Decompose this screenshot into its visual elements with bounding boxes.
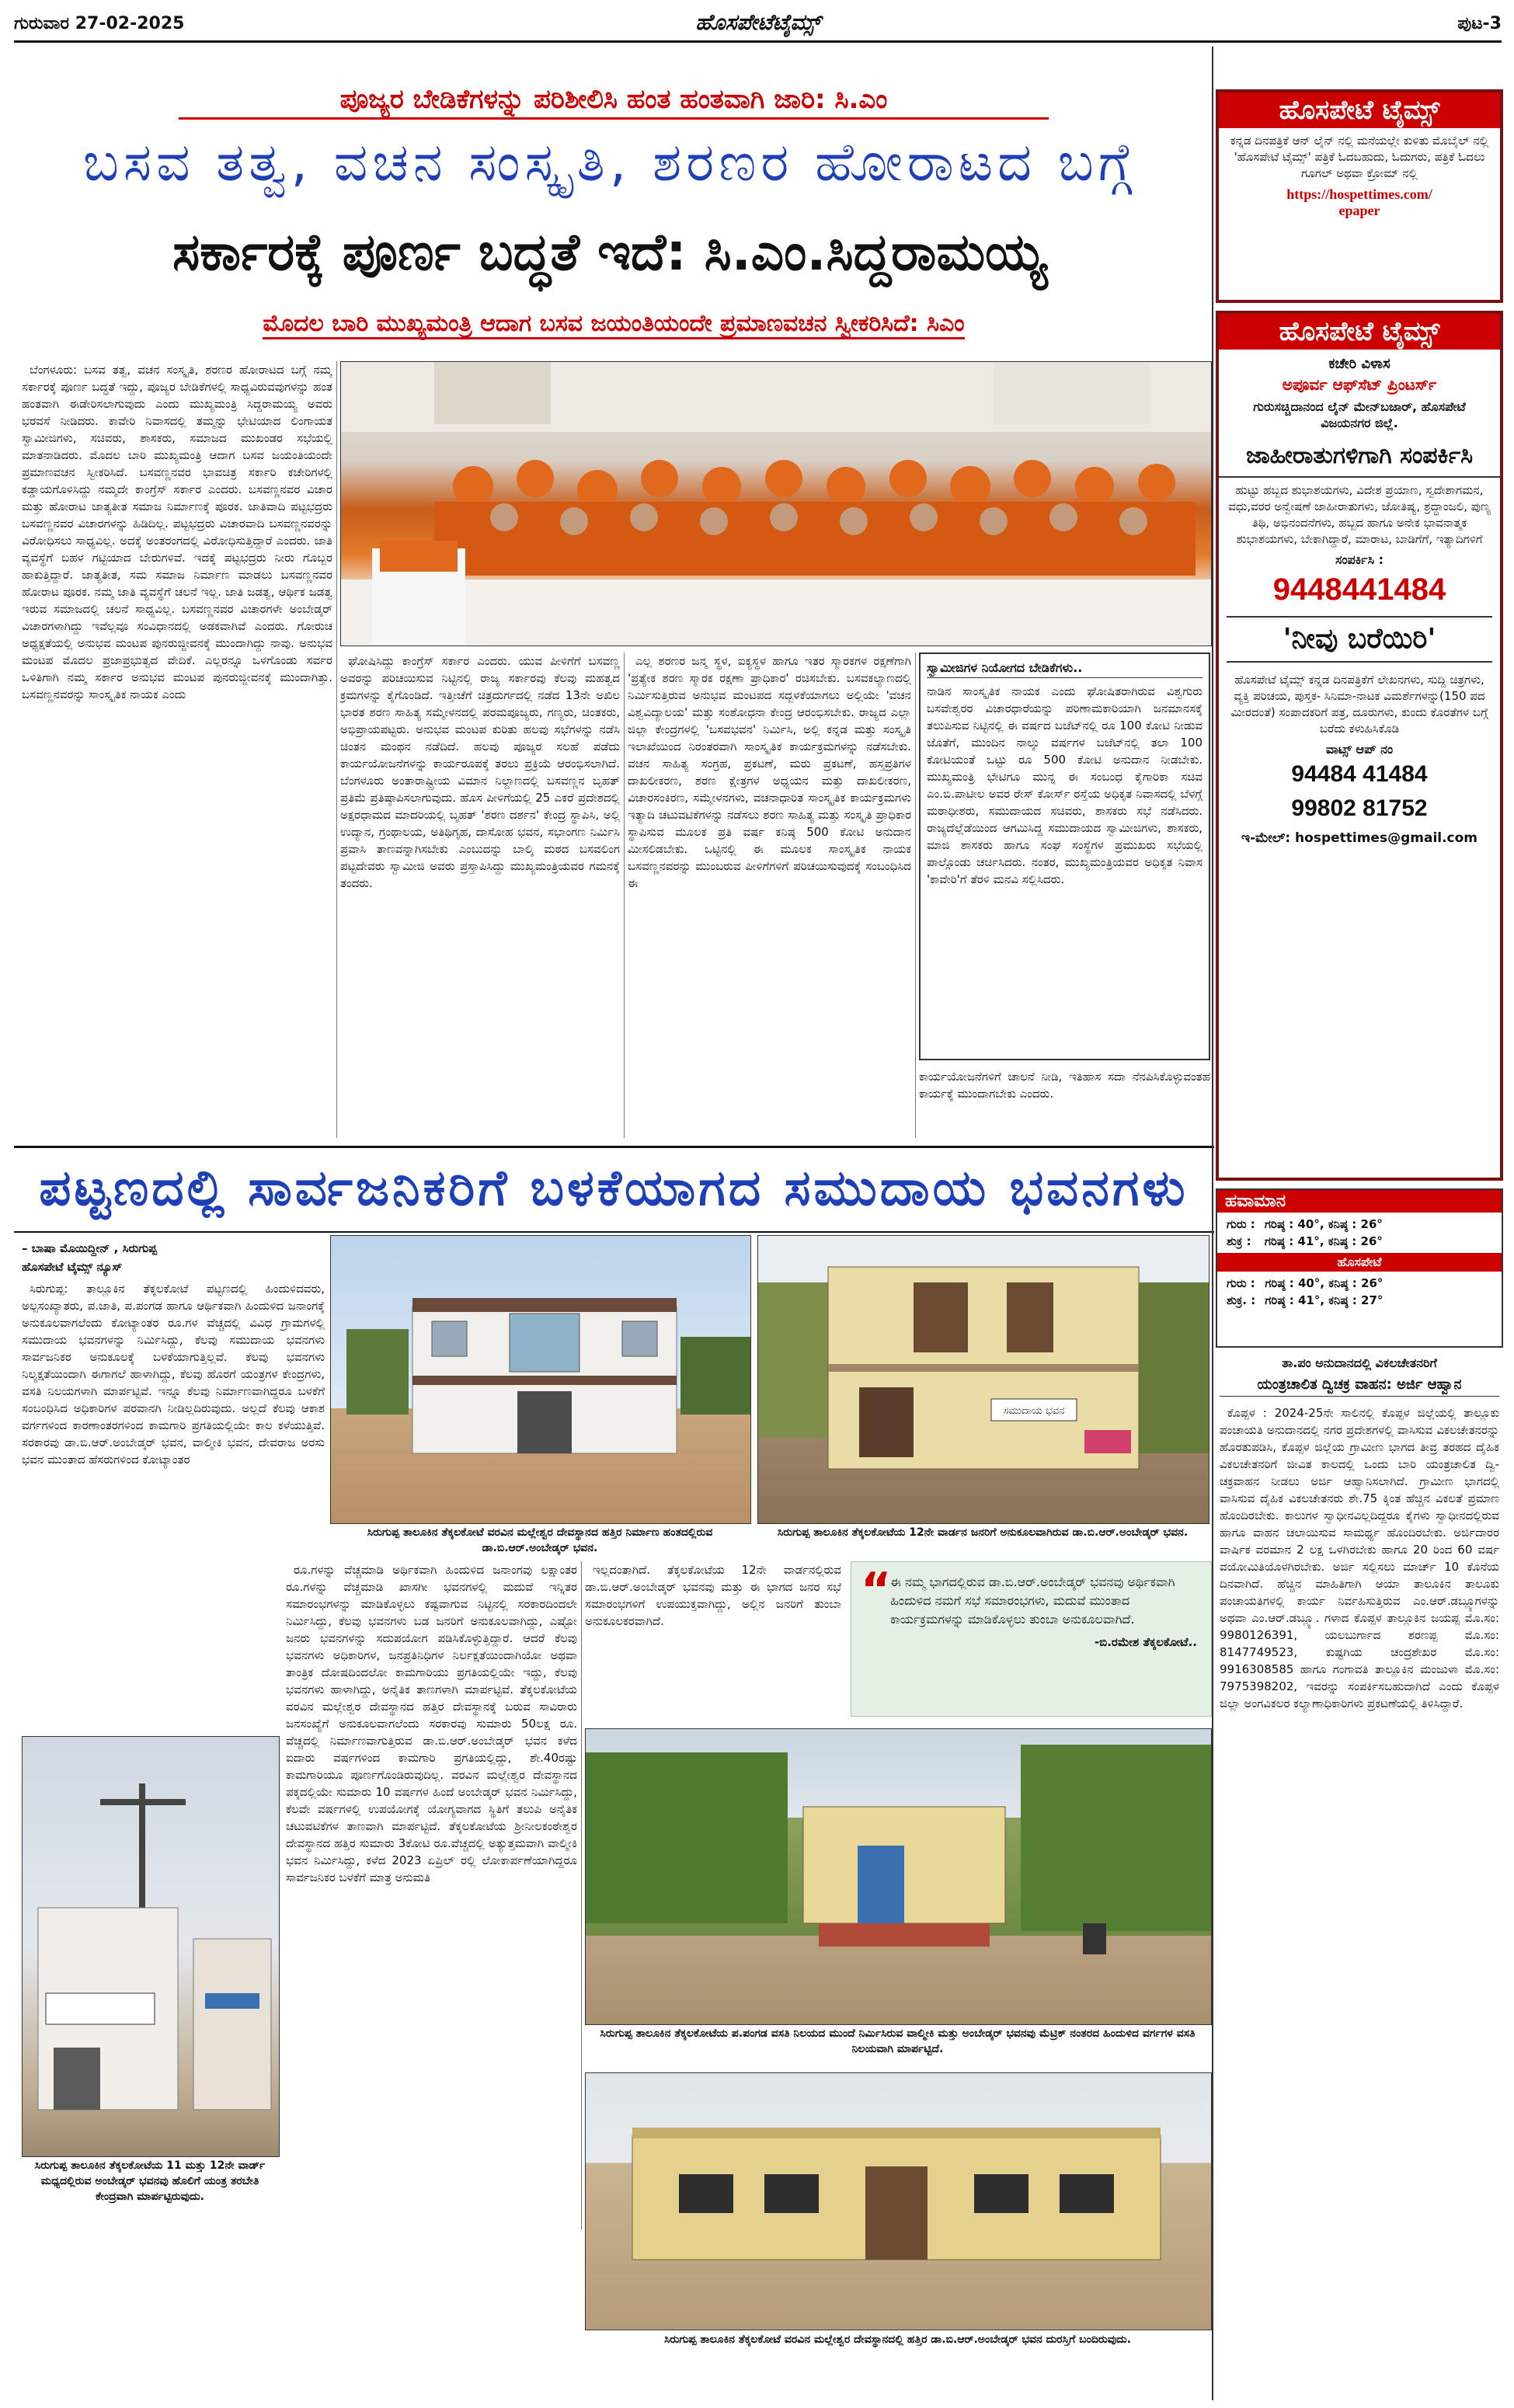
transformer-building-illustration <box>23 1737 279 2156</box>
weather-temps: ಗರಿಷ್ಠ : 40°, ಕನಿಷ್ಠ : 26° <box>1264 1217 1383 1231</box>
lead-headline-line1: ಬಸವ ತತ್ವ, ವಚನ ಸಂಸ್ಕೃತಿ, ಶರಣರ ಹೋರಾಟದ ಬಗ್ಗೆ <box>82 132 1137 193</box>
story2-column-2 <box>286 1561 577 2229</box>
sidebar-ad-epaper-link2[interactable]: epaper <box>1338 203 1380 218</box>
story2-photo-dilapidated-bhavan <box>585 2072 1212 2330</box>
story2-column-3 <box>585 1561 841 1717</box>
story2-quote-text: ಈ ನಮ್ಮ ಭಾಗದಲ್ಲಿರುವ ಡಾ.ಬಿ.ಆರ್.ಅಂಬೇಡ್ಕರ್ ಭವನವು ಅರ್ಥಿಕವಾಗಿ ಹಿಂದುಳಿದ ನಮಗೆ ಸಭೆ ಸಮಾರಂಭಗಳು, ಮದುವೆ ಮುಂತಾದ ಕಾರ್ಯಕ್ರಮಗಳನ್ನು ಮಾಡಿಕೊಳ್ಳಲು ತುಂಬಾ ಅನುಕೂಲವಾಗಿದೆ. <box>890 1575 1175 1627</box>
sidebar-ad-epaper-link[interactable]: https://hospettimes.com/ <box>1286 186 1432 202</box>
masthead-page-number: ಪುಟ-3 <box>1457 14 1502 33</box>
story2-column-1 <box>22 1280 325 1729</box>
lead-column-2-text: ಘೋಷಿಸಿದ್ದು ಕಾಂಗ್ರೆಸ್ ಸರ್ಕಾರ ಎಂದರು. ಯುವ ಪೀಳಿಗೆಗೆ ಬಸವಣ್ಣ ಅವರನ್ನು ಪರಿಚಯಿಸುವ ನಿಟ್ಟಿನಲ್ಲಿ ರಾಜ್ಯ ಸರ್ಕಾರವು ಕೆಲವು ಮಹತ್ವದ ಕ್ರಮಗಳನ್ನು ಕೈಗೊಂಡಿದೆ. ಇತ್ತೀಚೆಗೆ ಚಿತ್ರದುರ್ಗದಲ್ಲಿ ನಡೆದ 13ನೇ ಅಖಿಲ ಭಾರತ ಶರಣ ಸಾಹಿತ್ಯ ಸಮ್ಮೇಳನದಲ್ಲಿ ಪರಮಪೂಜ್ಯರು, ಗಣ್ಯರು, ಚಿಂತಕರು, ಅಭಿಪ್ರಾಯಪಟ್ಟರು. ಅನುಭವ ಮಂಟಪ ಕುರಿತು ಹಲವು ಸಭೆಗಳನ್ನು ನಡೆಸಿ ಚಿಂತನ ಮಂಥನ ನಡೆದಿದೆ. ಹಲವು ಪೂಜ್ಯರ ಸಲಹೆ ಪಡೆದು ಕಾರ್ಯಯೋಜನೆಗಳನ್ನು ಕಾರ್ಯರೂಪಕ್ಕೆ ತರಲು ಪ್ರಕ್ರಿಯೆ ಆರಂಭಿಸಲಾಗಿದೆ. ಬೆಂಗಳೂರು ಅಂತಾರಾಷ್ಟ್ರೀಯ ವಿಮಾನ ನಿಲ್ದಾಣದಲ್ಲಿ ಬಸವಣ್ಣನ ಬೃಹತ್ ಪ್ರತಿಮೆ ಪ್ರತಿಷ್ಠಾಪಿಸಲಾಗುವುದು. ಹೊಸ ಪೀಳಿಗೆಯಲ್ಲಿ 25 ಎಕರೆ ಪ್ರದೇಶದಲ್ಲಿ ಅಕ್ಷರಧಾಮದ ಮಾದರಿಯಲ್ಲಿ ಬೃಹತ್ 'ಶರಣ ದರ್ಶನ' ಕೇಂದ್ರ ಸ್ಥಾಪಿಸಿ, ಅಲ್ಲಿ ಉದ್ಯಾನ, ಗ್ರಂಥಾಲಯ, ಅತಿಥಿಗೃಹ, ದಾಸೋಹ ಭವನ, ಸಭಾಂಗಣ ನಿರ್ಮಿಸಿ ಪ್ರವಾಸಿ ತಾಣವನ್ನಾಗಿಸಬೇಕು ಎಂಬುದನ್ನು ಬಾಲ್ಕಿ ಮಠದ ಬಸವಲಿಂಗ ಪಟ್ಟದೇವರು ಸ್ವಾಮೀಜಿ ಅವರು ಪ್ರಸ್ತಾಪಿಸಿದ್ದು ಮುಖ್ಯಮಂತ್ರಿಯವರ ಗಮನಕ್ಕೆ ತಂದರು. <box>340 654 620 890</box>
weather-day: ಶುಕ್ರ. : <box>1227 1293 1256 1307</box>
quote-mark-icon: “ <box>861 1563 892 1617</box>
compound-illustration <box>586 1729 1211 2024</box>
lead-kicker-text: ಪೂಜ್ಯರ ಬೇಡಿಕೆಗಳನ್ನು ಪರಿಶೀಲಿಸಿ ಹಂತ ಹಂತವಾಗಿ ಜಾರಿ: ಸಿ.ಎಂ <box>339 84 888 115</box>
weather-day: ಗುರು : <box>1227 1276 1255 1290</box>
sidebar-ad-big-title: ಜಾಹೀರಾತುಗಳಿಗಾಗಿ ಸಂಪರ್ಕಿಸಿ <box>1219 436 1500 478</box>
sidebar-ad-whatsapp-2[interactable]: 99802 81752 <box>1291 795 1428 821</box>
lead-column-1 <box>22 361 332 1138</box>
lead-demands-box <box>919 652 1210 1060</box>
sidebar-divider <box>1212 47 1213 2400</box>
sidebar-ad-office-title: ಹೊಸಪೇಟೆ ಟೈಮ್ಸ್ <box>1219 314 1500 350</box>
lead-column-1-text: ಬೆಂಗಳೂರು: ಬಸವ ತತ್ವ, ವಚನ ಸಂಸ್ಕೃತಿ, ಶರಣರ ಹೋರಾಟದ ಬಗ್ಗೆ ನಮ್ಮ ಸರ್ಕಾರಕ್ಕೆ ಪೂರ್ಣ ಬದ್ಧತೆ ಇದ್ದು, ಪೂಜ್ಯರ ಬೇಡಿಕೆಗಳಲ್ಲಿ ಸಾಧ್ಯವಿರುವವುಗಳನ್ನು ಹಂತ ಹಂತವಾಗಿ ಈಡೇರಿಸಲಾಗುವುದು ಎಂದು ಮುಖ್ಯಮಂತ್ರಿ ಸಿದ್ದರಾಮಯ್ಯ ಅವರು ಭರವಸೆ ನೀಡಿದರು. ಕಾವೇರಿ ನಿವಾಸದಲ್ಲಿ ತಮ್ಮನ್ನು ಭೇಟಿಯಾದ ಲಿಂಗಾಯತ ಸ್ವಾಮೀಜಿಗಳು, ಸಚಿವರು, ಶಾಸಕರು, ಸಮಾಜದ ಮುಖಂಡರ ಸಭೆಯಲ್ಲಿ ಮಾತನಾಡಿದರು. ಮೊದಲ ಬಾರಿ ಮುಖ್ಯಮಂತ್ರಿ ಆದಾಗ ಬಸವ ಜಯಂತಿಯಂದೇ ಪ್ರಮಾಣವಚನ ಸ್ವೀಕರಿಸಿದೆ. ಬಸವಣ್ಣನವರ ಭಾವಚಿತ್ರ ಸರ್ಕಾರಿ ಕಚೇರಿಗಳಲ್ಲಿ ಕಡ್ಡಾಯಗೊಳಿಸಿದ್ದು ನಮ್ಮದೇ ಕಾಂಗ್ರೆಸ್ ಸರ್ಕಾರ ಎಂದರು. ಬಸವಣ್ಣನವರ ವಿಚಾರ ಮತ್ತು ಹೋರಾಟ ಜಾತ್ಯತೀತ ಸಮಾಜ ನಿರ್ಮಾಣಕ್ಕೆ ಪೂರಕ. ಜಾತಿವಾದಿ ಪಟ್ಟಭದ್ರರು ಬಸವಣ್ಣನವರ ವಿಚಾರಗಳನ್ನು ಹಿಡಿದಿಲ್ಲ. ಪಟ್ಟಭದ್ರರು ವಿಚಾರವಾದಿ ಬಸವಣ್ಣನವರನ್ನು ವಿರೋಧಿಸಲು ಸಾಧ್ಯವಿಲ್ಲ. ಅದಕ್ಕೆ ಅಂತರಂಗದಲ್ಲಿ ವಿರೋಧಿಸುತ್ತಿದ್ದಾರೆ ಎಂದರು. ಜಾತಿ ವ್ಯವಸ್ಥೆಗೆ ಬಹಳ ಗಟ್ಟಿಯಾದ ಬೇರುಗಳಿವೆ. ಇದಕ್ಕೆ ಪಟ್ಟಭದ್ರರು ನೀರು ಗೊಬ್ಬರ ಹಾಕುತ್ತಿದ್ದಾರೆ. ಜಾತ್ಯತೀತ, ಸಮ ಸಮಾಜ ನಿರ್ಮಾಣ ಮಾಡಲು ಬಸವಣ್ಣನವರ ಹೋರಾಟ ಪೂರಕ. ನಮ್ಮ ಜಾತಿ ವ್ಯವಸ್ಥೆಗೆ ಚಲನೆ ಇಲ್ಲ. ಜಾತಿ ಜಡತ್ವ, ಆರ್ಥಿಕ ಜಡತ್ವ ಇರುವ ಸಮಾಜದಲ್ಲಿ ಚಲನೆ ಸಾಧ್ಯವಿಲ್ಲ. ಬಸವಣ್ಣನವರ ವಿಚಾರಗಳೇ ಅಂಬೇಡ್ಕರ್ ವಿಚಾರಗಳಾಗಿದ್ದು ಇವೆಲ್ಲವೂ ಸಂವಿಧಾನದಲ್ಲಿ ಅಡಕವಾಗಿವೆ ಎಂದರು. ಗೋರುಚ ಅಧ್ಯಕ್ಷತೆಯಲ್ಲಿ ಅನುಭವ ಮಂಟಪ ಪುನರುಜ್ಜೀವನಕ್ಕೆ ಮುಂದಾಗಿದ್ದು ನಾವು. ಅನುಭವ ಮಂಟಪ ಮೊದಲ ಪ್ರಜಾಪ್ರಭುತ್ವದ ವೇದಿಕೆ. ಎಲ್ಲರನ್ನೂ ಒಳಗೊಂಡು ಸರ್ವರ ಒಳಿತಿಗಾಗಿ ನಮ್ಮ ಸರ್ಕಾರ ಅನುಭವ ಮಂಟಪ ಪುನರುಜ್ಜೀವನಕ್ಕೆ ಮುಂದಾಗಿತ್ತು. ಬಸವಣ್ಣನವರನ್ನು ಸಾಂಸ್ಕೃತಿಕ ನಾಯಕ ಎಂದು <box>22 363 332 701</box>
old-building-illustration <box>586 2073 1211 2330</box>
story2-byline: – ಬಾಷಾ ಮೊಯಿದ್ದೀನ್ , ಸಿರುಗುಪ್ಪ <box>22 1241 157 1255</box>
story2-column-3-text: ಇಲ್ಲದಂತಾಗಿದೆ. ತೆಕ್ಕಲಕೋಟೆಯ 12ನೇ ವಾರ್ಡನಲ್ಲಿರುವ ಡಾ.ಬಿ.ಆರ್.ಅಂಬೇಡ್ಕರ್ ಭವನವು ಮತ್ತು ಈ ಭಾಗದ ಜನರ ಸಭೆ ಸಮಾರಂಭಗಳಿಗೆ ಉಪಯುಕ್ತವಾಗಿದ್ದು, ಅಲ್ಲಿನ ಜನರಿಗೆ ತುಂಬಾ ಅನುಕೂಲಕರವಾಗಿದೆ. <box>585 1563 841 1628</box>
story2-headline: ಪಟ್ಟಣದಲ್ಲಿ ಸಾರ್ವಜನಿಕರಿಗೆ ಬಳಕೆಯಾಗದ ಸಮುದಾಯ ಭವನಗಳು <box>39 1160 1189 1217</box>
lead-column-4-tail: ಕಾರ್ಯಯೋಜನೆಗಳಿಗೆ ಚಾಲನೆ ನೀಡಿ, ಇತಿಹಾಸ ಸದಾ ನೆನಪಿಸಿಕೊಳ್ಳುವಂತಹ ಕಾರ್ಯಕ್ಕೆ ಮುಂದಾಗಬೇಕು ಎಂದರು. <box>919 1070 1210 1101</box>
sidebar-brief-kicker: ತಾ.ಪಂ ಅನುದಾನದಲ್ಲಿ ವಿಕಲಚೇತನರಿಗೆ <box>1282 1355 1437 1370</box>
lead-headline-line2: ಸರ್ಕಾರಕ್ಕೆ ಪೂರ್ಣ ಬದ್ಧತೆ ಇದೆ: ಸಿ.ಎಂ.ಸಿದ್ದರಾಮಯ್ಯ <box>172 222 1047 282</box>
lead-kicker <box>179 81 1049 120</box>
sidebar-ad-slogan-text: ಹೊಸಪೇಟೆ ಟೈಮ್ಸ್ ಕನ್ನಡ ದಿನಪತ್ರಿಕೆಗೆ ಲೇಖನಗಳು, ಸುದ್ದಿ ಚಿತ್ರಗಳು, ವ್ಯಕ್ತಿ ಪರಿಚಯ, ಪುಸ್ತಕ- ಸಿನಿಮಾ-ನಾಟಕ ವಿಮರ್ಶೆಗಳನ್ನು(150 ಪದ ಮೀರದಂತೆ) ಸಂಪಾದಕರಿಗೆ ಪತ್ರ, ದೂರುಗಳು, ಕುಂದು ಕೊರತೆಗಳ ಬಗ್ಗೆ ಬರೆದು ಕಳುಹಿಸಿಕೊಡಿ <box>1230 673 1488 736</box>
story2-column-2-text: ರೂ.ಗಳನ್ನು ವೆಚ್ಚಮಾಡಿ ಅರ್ಥಿಕವಾಗಿ ಹಿಂದುಳಿದ ಜನಾಂಗವು ಲಕ್ಷಾಂತರ ರೂ.ಗಳನ್ನು ವೆಚ್ಚಮಾಡಿ ಖಾಸಗೀ ಭವನಗಳಲ್ಲಿ ಮದುವೆ ಇನ್ನಿತರ ಸಮಾರಂಭಗಳನ್ನು ಮಾಡಿಕೊಳ್ಳಲು ಕಷ್ಟವಾಗುವ ನಿಟ್ಟಿನಲ್ಲಿ ಸರಕಾರದಿಂದಲೇ ನಿರ್ಮಿಸಿದ್ದು, ಕೆಲವು ಭವನಗಳು ಬಡ ಜನರಿಗೆ ಅನುಕೂಲವಾಗಿದ್ದು, ಎಷ್ಟೋ ಜನರು ಭವನಗಳನ್ನು ಸದುಪಯೋಗ ಪಡಿಸಿಕೊಳ್ಳುತ್ತಿದ್ದಾರೆ. ಆದರೆ ಕೆಲವು ಭವನಗಳು ಅಧಿಕಾರಿಗಳ, ಜನಪ್ರತಿನಿಧಿಗಳ ನಿರ್ಲಕ್ಷತೆಯಿಂದಾಗಿಯೋ ಅಥವಾ ತಾಂತ್ರಿಕ ದೋಷದಿಂದಲೋ ಕಾಮಗಾರಿಯು ಪ್ರಗತಿಯಲ್ಲಿಯೇ ಇದ್ದು, ಕೆಲವು ಭವನಗಳು ಹಾಳಾಗಿದ್ದು, ಅನೈತಿಕ ತಾಣಗಳಾಗಿ ಮಾರ್ಪಟ್ಟಿವೆ. ತೆಕ್ಕಲಕೋಟೆಯ ವರವಿನ ಮಲ್ಲೇಶ್ವರ ದೇವಸ್ಥಾನದ ಹತ್ತಿರ ದೇವಸ್ಥಾನಕ್ಕೆ ಬರುವ ಸಾವಿರಾರು ಜನಸಂಖ್ಯೆಗೆ ಅನುಕೂಲವಾಗಲೆಂದು ಸರಕಾರವು ಸುಮಾರು 50ಲಕ್ಷ ರೂ. ವೆಚ್ಚದಲ್ಲಿ ನಿರ್ಮಾಣವಾಗುತ್ತಿರುವ ಡಾ.ಬಿ.ಆರ್.ಅಂಬೇಡ್ಕರ್ ಭವನ ಕಳೆದ ಐದಾರು ವರ್ಷಗಳಿಂದ ಕಾಮಗಾರಿ ಪ್ರಗತಿಯಲ್ಲಿದ್ದು, ಶೇ.40ರಷ್ಟು ಕಾಮಗಾರಿಯೂ ಪೂರ್ಣಗೊಂಡಿರುವುದಿಲ್ಲ. ವರವಿನ ಮಲ್ಲೇಶ್ವರ ದೇವಸ್ಥಾನದ ಪಕ್ಕದಲ್ಲಿಯೇ ಸುಮಾರು 10 ವರ್ಷಗಳ ಹಿಂದೆ ಅಂಬೇಡ್ಕರ್ ಭವನ ನಿರ್ಮಿಸಿದ್ದು, ಕೆಲವೇ ವರ್ಷಗಳಲ್ಲಿ ಉಪಯೋಗಕ್ಕೆ ಯೋಗ್ಯವಾಗದ ಸ್ಥಿತಿಗೆ ತಲುಪಿ ಅನೈತಿಕ ಚಟುವಟಿಕೆಗಳ ತಾಣವಾಗಿ ಮಾರ್ಪಟ್ಟಿದೆ. ತೆಕ್ಕಲಕೋಟೆಯ ಶ್ರೀನೀಲಕಂಠೇಶ್ವರ ದೇವಸ್ಥಾನದ ಹತ್ತಿರ ಸುಮಾರು 3ಕೋಟಿ ರೂ.ವೆಚ್ಚದಲ್ಲಿ ಅತ್ಯುತ್ತಮವಾಗಿ ವಾಲ್ಮೀಕಿ ಭವನ ನಿರ್ಮಿಸಿದ್ದು, ಕಳೆದ 2023 ಏಪ್ರಿಲ್ ರಲ್ಲಿ ಲೋಕಾರ್ಪಣೆಯಾಗಿದ್ದರೂ ಸಾರ್ವಜನಿಕರ ಬಳಕೆಗೆ ಮಾತ್ರ ಅನುಮತಿ <box>286 1563 577 1884</box>
lead-photo-illustration <box>341 362 1211 645</box>
weather-row <box>1222 1216 1387 1233</box>
story2-caption-3: ಸಿರುಗುಪ್ಪ ತಾಲೂಕಿನ ತೆಕ್ಕಲಕೋಟೆಯ 11 ಮತ್ತು 12ನೇ ವಾರ್ಡ್ ಮಧ್ಯದಲ್ಲಿರುವ ಅಂಬೇಡ್ಕರ್ ಭವನವು ಹೊಲಿಗೆ ಯಂತ್ರ ತರಬೇತಿ ಕೇಂದ್ರವಾಗಿ ಮಾರ್ಪಟ್ಟಿರುವುದು. <box>34 2159 266 2203</box>
lead-column-4-text: ನಾಡಿನ ಸಾಂಸ್ಕೃತಿಕ ನಾಯಕ ಎಂದು ಘೋಷಿತರಾಗಿರುವ ವಿಶ್ವಗುರು ಬಸವೇಶ್ವರರ ವಿಚಾರಧಾರೆಯನ್ನು ಪರಿಣಾಮಕಾರಿಯಾಗಿ ಜನಮಾನಸಕ್ಕೆ ತಲುಪಿಸುವ ನಿಟ್ಟಿನಲ್ಲಿ ಈ ವರ್ಷದ ಬಜೆಟ್‌ನಲ್ಲಿ ರೂ 100 ಕೋಟಿ ನೀಡುವ ಜೊತೆಗೆ, ಮುಂದಿನ ನಾಲ್ಕು ವರ್ಷಗಳ ಬಜೆಟ್‌ನಲ್ಲಿ ತಲಾ 100 ಕೋಟಿಯಂತೆ ಒಟ್ಟು ರೂ 500 ಕೋಟಿ ಅನುದಾನ ನೀಡಬೇಕು. ಮುಖ್ಯಮಂತ್ರಿ ಭೇಟಿಗೂ ಮುನ್ನ ಈ ಸಂಬಂಧ ಕೈಗಾರಿಕಾ ಸಚಿವ ಎಂ.ಬಿ.ಪಾಟೀಲ ಅವರ ರೇಸ್ ಕೋರ್ಸ್ ರಸ್ತೆಯ ಅಧಿಕೃತ ನಿವಾಸದಲ್ಲಿ ಬೆಳಗ್ಗೆ ಮಠಾಧೀಶರು, ಸಮುದಾಯದ ಸಚಿವರು, ಶಾಸಕರು ಸಭೆ ನಡೆಸಿದರು. ರಾಜ್ಯದೆಲ್ಲೆಡೆಯಿಂದ ಆಗಮಿಸಿದ್ದ ಸಮುದಾಯದ ಸ್ವಾಮೀಜಿಗಳು, ಶಾಸಕರು, ಮಾಜಿ ಶಾಸಕರು ಹಾಗೂ ಸಂಘ ಸಂಸ್ಥೆಗಳ ಪ್ರಮುಖರು ಸಭೆಯಲ್ಲಿ ಪಾಲ್ಗೊಂಡು ಚರ್ಚಿಸಿದರು. ನಂತರ, ಮುಖ್ಯಮಂತ್ರಿಯವರ ಅಧಿಕೃತ ನಿವಾಸ 'ಕಾವೇರಿ'ಗೆ ತೆರಳಿ ಮನವಿ ಸಲ್ಲಿಸಿದರು. <box>927 684 1202 886</box>
weather-title: ಹವಾಮಾನ <box>1217 1190 1502 1213</box>
column-divider <box>581 1561 582 2229</box>
sidebar-ad-office-heading: ಕಚೇರಿ ವಿಳಾಸ <box>1328 356 1390 372</box>
column-divider <box>624 652 625 1138</box>
sidebar-brief-headline: ಯಂತ್ರಚಾಲಿತ ದ್ವಿಚಕ್ರ ವಾಹನ: ಅರ್ಜಿ ಆಹ್ವಾನ <box>1220 1376 1499 1397</box>
building-illustration <box>758 1236 1209 1523</box>
story2-quote-box <box>851 1561 1212 1717</box>
sidebar-brief-text <box>1220 1404 1499 2399</box>
sidebar-ad-services-list: ಹುಟ್ಟು ಹಬ್ಬದ ಶುಭಾಶಯಗಳು, ವಿದೇಶ ಪ್ರಯಾಣ, ಸ್ವದೇಶಾಗಮನ, ವಧು,ವರರ ಅನ್ವೇಷಣೆ ಜಾಹೀರಾತುಗಳು, ಜೋತಿಷ್ಯ, ಶ್ರದ್ಧಾಂಜಲಿ, ಪುಣ್ಯ ತಿಥಿ, ಅಭಿನಂದನೆಗಳು, ಹಬ್ಬದ ಹಾಗೂ ಅನೇಕ ಭಾವನಾತ್ಮಕ ಶುಭಾಶಯಗಳು, ಬೇಕಾಗಿದ್ದಾರೆ, ಮಾರಾಟ, ಬಾಡಿಗೆಗೆ, ಇತ್ಯಾದಿಗಳಿಗೆ <box>1228 483 1491 546</box>
lead-demands-box-title: ಸ್ವಾಮೀಜಿಗಳ ನಿಯೋಗದ ಬೇಡಿಕೆಗಳು.. <box>927 659 1202 678</box>
column-divider <box>915 652 916 1138</box>
weather-table-1 <box>1222 1216 1387 1250</box>
lead-column-3 <box>628 652 911 1138</box>
sidebar-ad-epaper-text: ಕನ್ನಡ ದಿನಪತ್ರಿಕೆ ಆನ್ ಲೈನ್ ನಲ್ಲಿ ಮನೆಯಲ್ಲೇ ಕುಳಿತು ಮೊಬೈಲ್ ನಲ್ಲಿ 'ಹೊಸಪೇಟೆ ಟೈಮ್ಸ್' ಪತ್ರಿಕೆ ಓದಬಹುದು, ಓದುಗರು, ಪತ್ರಿಕೆ ಓದಲು ಗೂಗಲ್ ಅಥವಾ ಕ್ರೋಮ್ ನಲ್ಲಿ <box>1230 134 1489 180</box>
masthead-date: ಗುರುವಾರ 27-02-2025 <box>14 14 185 33</box>
weather-day: ಗುರು : <box>1227 1217 1255 1231</box>
masthead-paper-name: ಹೊಸಪೇಟೆಟೈಮ್ಸ್ <box>695 9 820 35</box>
lead-column-3-text: ಎಲ್ಲ ಶರಣರ ಜನ್ಮ ಸ್ಥಳ, ಐಕ್ಯಸ್ಥಳ ಹಾಗೂ ಇತರ ಸ್ಮಾರಕಗಳ ರಕ್ಷಣೆಗಾಗಿ 'ಪ್ರತ್ಯೇಕ ಶರಣ ಸ್ಮಾರಕ ರಕ್ಷಣಾ ಪ್ರಾಧಿಕಾರ' ರಚಿಸಬೇಕು. ಬಸವಕಲ್ಯಾಣದಲ್ಲಿ ನಿರ್ಮಿಸುತ್ತಿರುವ ಅನುಭವ ಮಂಟಪದ ಸದ್ಬಳಕೆಯಾಗಲು ಅಲ್ಲಿಯೇ 'ವಚನ ವಿಶ್ವವಿದ್ಯಾಲಯ' ಮತ್ತು ಸಂಶೋಧನಾ ಕೇಂದ್ರ ಆರಂಭಿಸಬೇಕು. ರಾಜ್ಯದ ಎಲ್ಲಾ ಜಿಲ್ಲಾ ಕೇಂದ್ರಗಳಲ್ಲಿ 'ಬಸವಭವನ' ನಿರ್ಮಿಸಿ, ಅಲ್ಲಿ ಕನ್ನಡ ಮತ್ತು ಸಂಸ್ಕೃತಿ ಇಲಾಖೆಯಿಂದ ನಿರಂತರವಾಗಿ ಸಾಂಸ್ಕೃತಿಕ ಕಾರ್ಯಕ್ರಮಗಳನ್ನು ನಡೆಸಬೇಕು. ವಚನ ಸಾಹಿತ್ಯ ಸಂಗ್ರಹ, ಪ್ರಕಟಣೆ, ಮರು ಪ್ರಕಟಣೆ, ಹಸ್ತಪ್ರತಿಗಳ ದಾಖಲೀಕರಣ, ಶರಣ ಕ್ಷೇತ್ರಗಳ ಅಧ್ಯಯನ ಮತ್ತು ದಾಖಲೀಕರಣ, ವಿಚಾರಸಂಕಿರಣ, ಸಮ್ಮೇಳನಗಳು, ವಚನಾಧಾರಿತ ಸಾಂಸ್ಕೃತಿಕ ಕಾರ್ಯಕ್ರಮಗಳು ಇತ್ಯಾದಿ ಚಟುವಟಿಕೆಗಳನ್ನು ನಡೆಸಲು ಶರಣ ಸಾಹಿತ್ಯ ಮತ್ತು ಸಂಸ್ಕೃತಿ ಪ್ರಾಧಿಕಾರ ಸ್ಥಾಪಿಸುವ ಮೂಲಕ ಪ್ರತಿ ವರ್ಷ ಕನಿಷ್ಠ 500 ಕೋಟಿ ಅನುದಾನ ಮೀಸಲಿಡಬೇಕು. ಒಟ್ಟಿನಲ್ಲಿ ಈ ಮೂಲಕ ಸಾಂಸ್ಕೃತಿಕ ನಾಯಕ ಬಸವಣ್ಣನವರನ್ನು ಮುಂಬರುವ ಪೀಳಿಗೆಗಳಿಗೆ ಪರಿಚಯಿಸುವುದಕ್ಕೆ ಸಂಬಂಧಿಸಿದ ಈ <box>628 654 911 890</box>
story2-column-1-text: ಸಿರುಗುಪ್ಪ: ತಾಲ್ಲೂಕಿನ ತೆಕ್ಕಲಕೋಟೆ ಪಟ್ಟಣದಲ್ಲಿ ಹಿಂದುಳಿದವರು, ಅಲ್ಪಸಂಖ್ಯಾತರು, ಪ.ಜಾತಿ, ಪ.ಪಂಗಡ ಹಾಗೂ ಆರ್ಥಿಕವಾಗಿ ಹಿಂದುಳಿದ ಜನಾಂಗಕ್ಕೆ ಅನುಕೂಲವಾಗಲೆಂದು ಕೋಟ್ಯಾಂತರ ರೂ.ಗಳ ವೆಚ್ಚದಲ್ಲಿ ವಿವಿಧ ಗ್ರಾಮಗಳಲ್ಲಿ ಸಮುದಾಯ ಭವನಗಳನ್ನು ನಿರ್ಮಿಸಿದ್ದು, ಕೆಲವು ಸಮುದಾಯ ಭವನಗಳು ಸಾರ್ವಜನಿಕರ ಅನುಕೂಲಕ್ಕೆ ಬಳಕೆಯಾಗುತ್ತಿಲ್ಲವೆ. ಕೆಲವು ಭವನಗಳು ನಿಲ್ಯಕ್ಷತೆಯಿಂದಾಗಿ ಈಗಾಗಲೆ ಹಾಳಾಗಿದ್ದು, ಕೆಲವು ಹೊರಗೆ ಯಂತ್ರಗಳ ಕೇಂದ್ರಗಳು, ವಸತಿ ನಿಲಯಗಳಾಗಿ ಮಾರ್ಪಟ್ಟಿವೆ. ಇನ್ನೂ ಕೆಲವು ನಿರ್ಮಾಣವಾಗಿದ್ದರೂ ಬಳಕೆಗೆ ಸಂಬಂಧಿಸಿದ ಅಧಿಕಾರಿಗಳ ಪರವಾನಗಿ ನೀಡಿಲ್ಲದಿರುವುದು. ಅಲ್ಲದೆ ಕೆಲವು ಆಕಾಶ ವರ್ಗಗಳಿಂದ ಕಾರಣಾಂತರಗಳಿಂದ ಕಾಮಗಾರಿ ಪ್ರಗತಿಯಲ್ಲಿಯೇ ಕಾಲ ಕಳೆಯುತ್ತಿವೆ. ಸರಕಾರವು ಡಾ.ಬಿ.ಆರ್.ಅಂಬೇಡ್ಕರ್ ಭವನ, ವಾಲ್ಮೀಕಿ ಭವನ, ದೇವರಾಜ ಅರಸು ಭವನ ಮುಂತಾದ ಹೆಸರುಗಳಿಂದ ಕೋಟ್ಯಾಂತರ <box>22 1282 325 1467</box>
story2-photo-12th-ward-bhavan <box>757 1235 1209 1524</box>
sidebar-ad-slogan: 'ನೀವು ಬರೆಯಿರಿ' <box>1227 616 1492 663</box>
sidebar-ad-whatsapp-label: ವಾಟ್ಸ್ ಆಪ್ ನಂ <box>1325 742 1394 757</box>
lead-subhead-text: ಮೊದಲ ಬಾರಿ ಮುಖ್ಯಮಂತ್ರಿ ಆದಾಗ ಬಸವ ಜಯಂತಿಯಂದೇ ಪ್ರಮಾಣವಚನ ಸ್ವೀಕರಿಸಿದೆ: ಸಿಎಂ <box>263 310 964 339</box>
story2-caption-5: ಸಿರುಗುಪ್ಪ ತಾಲೂಕಿನ ತೆಕ್ಕಲಕೋಟೆ ವರವಿನ ಮಲ್ಲೇಶ್ವರ ದೇವಸ್ಥಾನದಲ್ಲಿ ಹತ್ತಿರ ಡಾ.ಬಿ.ಆರ್.ಅಂಬೇಡ್ಕರ್ ಭವನ ದುರಸ್ತಿಗೆ ಬಂದಿರುವುದು. <box>663 2333 1131 2346</box>
weather-temps: ಗರಿಷ್ಠ : 40°, ಕನಿಷ್ಠ : 26° <box>1265 1276 1383 1290</box>
sidebar-ad-address: ಗುರುಸಚ್ಚಿದಾನಂದ ಲೈನ್ ಮೇನ್‌ಬಜಾರ್, ಹೊಸಪೇಟೆ ವಿಜಯನಗರ ಜಿಲ್ಲೆ. <box>1253 399 1466 430</box>
sidebar-ad-whatsapp-1[interactable]: 94484 41484 <box>1291 761 1428 787</box>
sidebar-ad-contact-label: ಸಂಪರ್ಕಿಸಿ : <box>1335 552 1384 567</box>
story2-headline-rule <box>14 1231 1214 1233</box>
weather-row <box>1222 1292 1387 1309</box>
masthead <box>14 8 1502 39</box>
story2-dateline: ಹೊಸಪೇಟೆ ಟೈಮ್ಸ್ ನ್ಯೂಸ್ <box>22 1260 123 1274</box>
story2-caption-4: ಸಿರುಗುಪ್ಪ ತಾಲೂಕಿನ ತೆಕ್ಕಲಕೋಟೆಯ ಪ.ಪಂಗಡ ವಸತಿ ನಿಲಯದ ಮುಂದೆ ನಿರ್ಮಿಸಿರುವ ವಾಲ್ಮೀಕಿ ಮತ್ತು ಅಂಬೇಡ್ಕರ್ ಭವನವು ಮೆಟ್ರಿಕ್ ನಂತರದ ಹಿಂದುಳಿದ ವರ್ಗಗಳ ವಸತಿ ನಿಲಯವಾಗಿ ಮಾರ್ಪಟ್ಟಿದೆ. <box>600 2027 1196 2055</box>
building-illustration <box>331 1236 750 1523</box>
lead-photo-swamijis-meeting <box>340 361 1212 646</box>
sidebar-ad-epaper-title: ಹೊಸಪೇಟೆ ಟೈಮ್ಸ್ <box>1219 92 1500 128</box>
story2-quote-attribution: -ಬಿ.ರಮೇಶ ತೆಕ್ಕಲಕೋಟೆ.. <box>1094 1635 1197 1649</box>
weather-city: ಹೊಸಪೇಟೆ <box>1217 1253 1502 1272</box>
weather-table-2 <box>1222 1275 1387 1309</box>
sidebar-brief-body: ಕೊಪ್ಪಳ : 2024-25ನೇ ಸಾಲಿನಲ್ಲಿ ಕೊಪ್ಪಳ ಜಿಲ್ಲೆಯಲ್ಲಿ ತಾಲ್ಲೂಕು ಪಂಚಾಯತಿ ಅನುದಾನದಲ್ಲಿ ನಗರ ಪ್ರದೇಶಗಳಲ್ಲಿ ವಾಸಿಸುವ ವಿಕಲಚೇತನರನ್ನು ಹೊರತುಪಡಿಸಿ, ಕೊಪ್ಪಳ ಜಿಲ್ಲೆಯ ಗ್ರಾಮೀಣ ಭಾಗದ ತೀವ್ರ ತರಹದ ದೈಹಿಕ ವಿಕಲಚೇತನರಿಗೆ ಜೀವಿತ ಕಾಲದಲ್ಲಿ ಒಂದು ಬಾರಿ ಯಂತ್ರಚಾಲಿತ ದ್ವಿ-ಚಕ್ರವಾಹನ ನೀಡಲು ಅರ್ಜಿ ಆಹ್ವಾನಿಸಲಾಗಿದೆ. ಗ್ರಾಮೀಣ ಭಾಗದಲ್ಲಿ ವಾಸಿಸುವ ದೈಹಿಕ ವಿಕಲಚೇತನರು ಶೇ.75 ಕ್ಕಿಂತ ಹೆಚ್ಚಿನ ವಿಕಲತೆ ಪ್ರಮಾಣ ಹೊಂದಿರಬೇಕು. ಕಾಲುಗಳ ಸ್ವಾಧೀನವಿಲ್ಲದಿದ್ದರೂ ಕೈಗಳು ಸ್ವಾಧೀನದಲ್ಲಿರುವ ಹಾಗೂ ವಾಹನ ಚಲಾಯಿಸುವ ಸಾಮರ್ಥ್ಯ ಹೊಂದಿರಬೇಕು. ಅರ್ಜಿದಾರರ ವಾರ್ಷಿಕ ವರಮಾನ 2 ಲಕ್ಷ ಒಳಗಿರಬೇಕು ಹಾಗೂ 20 ರಿಂದ 60 ವರ್ಷ ವಯೋಮಿತಿಯೊಳಗಿರಬೇಕು. ಅರ್ಜಿ ಸಲ್ಲಿಸಲು ಮಾರ್ಚ್ 10 ಕೊನೆಯ ದಿನವಾಗಿದೆ. ಹೆಚ್ಚಿನ ಮಾಹಿತಿಗಾಗಿ ಆಯಾ ತಾಲೂಕಿನ ತಾಲೂಕು ಪಂಚಾಯತಿಗಳಲ್ಲಿ ಕಾರ್ಯ ನಿರ್ವಹಿಸುತ್ತಿರುವ ಎಂ.ಆರ್.ಡಬ್ಲ್ಯೂಗಳನ್ನು ಅಥವಾ ಎಂ.ಆರ್.ಡಬ್ಲ್ಯೂ. ಗಳಾದ ಕೊಪ್ಪಳ ತಾಲ್ಲೂಕಿನ ಜಯಪ್ಪ ಮೊ.ಸಂ: 9980126391, ಯಲಬುರ್ಗಾದ ಶರಣಪ್ಪ ಮೊ.ಸಂ: 8147749523, ಕುಷ್ಟಗಿಯ ಚಂದ್ರಶೇಖರ ಮೊ.ಸಂ: 9916308585 ಹಾಗೂ ಗಂಗಾವತಿ ತಾಲ್ಲೂಕಿನ ಮಂಜುಳಾ ಮೊ.ಸಂ: 7975398202, ಇವರನ್ನು ಸಂಪರ್ಕಿಸಬಹುದಾಗಿದೆ ಎಂದು ಕೊಪ್ಪಳ ಜಿಲ್ಲಾ ಅಂಗವಿಕಲರ ಕಲ್ಯಾಣಾಧಿಕಾರಿಗಳು ಪ್ರಕಟಣೆಯಲ್ಲಿ ತಿಳಿಸಿದ್ದಾರೆ. <box>1220 1406 1499 1710</box>
sidebar-ad-email[interactable]: ಇ-ಮೇಲ್: hospettimes@gmail.com <box>1241 830 1478 846</box>
lead-column-2 <box>340 652 620 1138</box>
sidebar-ad-epaper <box>1216 89 1503 303</box>
story2-photo-hostel-compound <box>585 1728 1212 2025</box>
story2-caption-2: ಸಿರುಗುಪ್ಪ ತಾಲೂಕಿನ ತೆಕ್ಕಲಕೋಟೆಯ 12ನೇ ವಾರ್ಡನ ಜನರಿಗೆ ಅನುಕೂಲವಾಗಿರುವ ಡಾ.ಬಿ.ಆರ್.ಅಂಬೇಡ್ಕರ್ ಭವನ. <box>777 1526 1189 1539</box>
weather-row <box>1222 1233 1387 1250</box>
sidebar-ad-office <box>1216 311 1503 1181</box>
sidebar-weather <box>1216 1188 1503 1348</box>
weather-temps: ಗರಿಷ್ಠ : 41°, ಕನಿಷ್ಠ : 27° <box>1265 1293 1383 1307</box>
sidebar-ad-press-name: ಅಪೂರ್ವ ಆಫ್‌ಸೆಟ್ ಪ್ರಿಂಟರ್ಸ್ <box>1282 375 1437 394</box>
column-divider <box>336 361 337 1138</box>
masthead-rule <box>14 40 1502 43</box>
weather-temps: ಗರಿಷ್ಠ : 41°, ಕನಿಷ್ಠ : 26° <box>1264 1234 1383 1248</box>
weather-day: ಶುಕ್ರ : <box>1227 1234 1251 1248</box>
building-sign-text: ಸಮುದಾಯ ಭವನ <box>1003 1405 1065 1417</box>
weather-row <box>1222 1275 1387 1292</box>
sidebar-ad-phone[interactable]: 9448441484 <box>1272 572 1446 607</box>
story2-caption-1: ಸಿರುಗುಪ್ಪ ತಾಲೂಕಿನ ತೆಕ್ಕಲಕೋಟೆ ವರವಿನ ಮಲ್ಲೇಶ್ವರ ದೇವಸ್ಥಾನದ ಹತ್ತಿರ ನಿರ್ಮಾಣ ಹಂತದಲ್ಲಿರುವ ಡಾ.ಬಿ.ಆರ್.ಅಂಬೇಡ್ಕರ್ ಭವನ. <box>367 1526 713 1554</box>
story2-photo-tailoring-center <box>22 1736 280 2157</box>
story2-photo-ambedkar-bhavan-construction <box>330 1235 751 1524</box>
lead-subhead <box>155 307 1072 341</box>
